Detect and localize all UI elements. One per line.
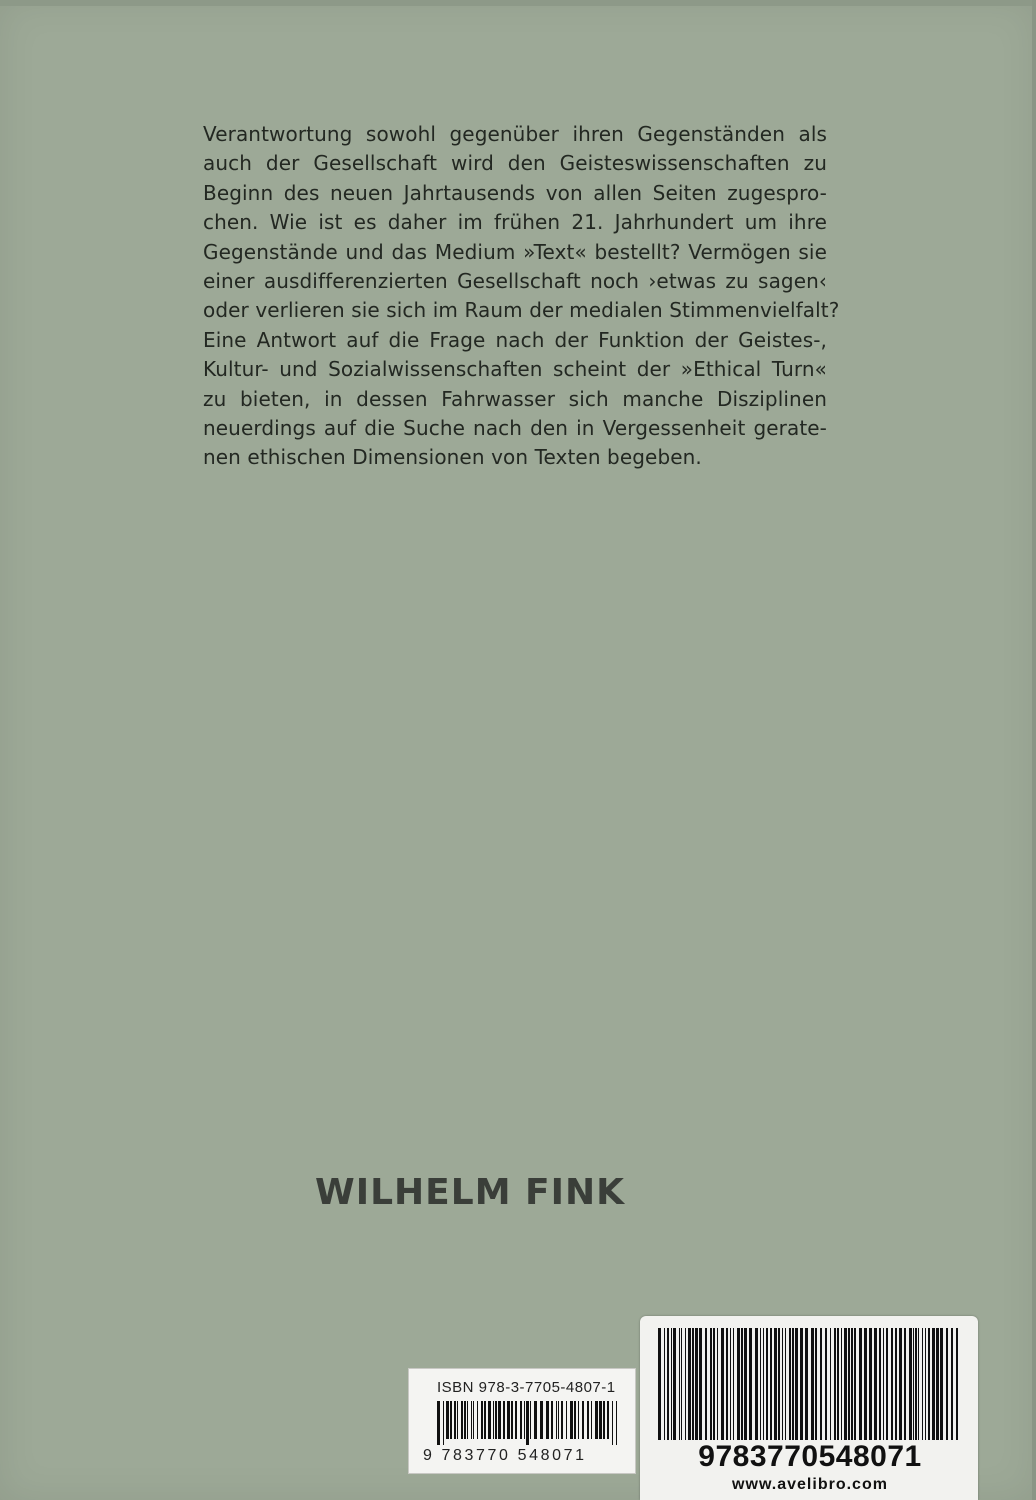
barcode-bar [464,1401,466,1439]
barcode-bar [692,1328,694,1440]
barcode-bar [815,1328,817,1440]
barcode-bar [570,1401,573,1439]
barcode-bar [591,1401,592,1439]
barcode-bar [859,1328,862,1440]
barcode-bar [883,1328,884,1440]
barcode-bar [899,1328,902,1440]
blurb-line: Beginn des neuen Jahrtausends von allen Seiten zugespro- [203,180,827,205]
barcode-bar [493,1401,494,1439]
barcode-bar [503,1401,505,1439]
barcode-bar [951,1328,953,1440]
price-sticker [640,1316,978,1500]
barcode-digits: 9 783770 548071 [423,1447,587,1464]
blurb-line: Kultur- und Sozialwissenschaften scheint der »Ethical Turn« [203,357,827,382]
barcode-bar [471,1401,472,1439]
barcode-bar [599,1401,602,1439]
barcode-bar [834,1328,836,1440]
barcode-bar [481,1401,483,1439]
barcode-bar [733,1328,734,1440]
barcode-bar [785,1328,786,1440]
barcode-bar [830,1328,831,1440]
barcode-bar [658,1328,661,1440]
barcode-bar [578,1401,579,1439]
barcode-bar [498,1401,501,1439]
barcode-bar [895,1328,897,1440]
barcode-bar [558,1401,559,1439]
barcode-bar [534,1401,537,1439]
blurb-line: einer ausdifferenzierten Gesellschaft noch ›etwas zu sagen‹ [203,268,827,293]
barcode-bar [511,1401,513,1439]
barcode-bar [467,1401,468,1439]
barcode-bar [457,1401,458,1439]
barcode-bar [524,1401,525,1439]
barcode-bar [710,1328,712,1440]
barcode-bar [737,1328,740,1440]
barcode-bar [551,1401,553,1439]
barcode-bar [688,1328,691,1440]
barcode-bar [915,1328,917,1440]
barcode-bar [446,1401,449,1439]
barcode-bar [582,1401,584,1439]
barcode-bar [851,1328,853,1440]
barcode-bar [437,1401,440,1445]
barcode-bar [667,1328,669,1440]
barcode-bar [820,1328,822,1440]
barcode-bar [904,1328,906,1440]
barcode-bar [749,1328,752,1440]
barcode-bar [721,1328,724,1440]
barcode-bar [540,1401,543,1439]
barcode-bar [673,1328,676,1440]
barcode-bar [766,1328,768,1440]
barcode-bar [477,1401,478,1439]
barcode-bar [713,1328,715,1440]
barcode-bar [763,1328,764,1440]
barcode-bar [473,1401,474,1439]
barcode-bar [612,1401,613,1445]
blurb-line: chen. Wie ist es daher im frühen 21. Jahrhundert um ihre [203,210,827,235]
barcode-bar [936,1328,939,1440]
barcode-bar [755,1328,758,1440]
barcode-bar [918,1328,919,1440]
barcode-bar [556,1401,557,1439]
barcode-bar [520,1401,522,1439]
barcode-bar [879,1328,881,1440]
barcode-bar [770,1328,772,1440]
barcode-bar [837,1328,839,1440]
barcode-bar [844,1328,847,1440]
sticker-code: 9783770548071 [698,1440,922,1473]
barcode-bar [909,1328,912,1440]
barcode-bar [495,1401,497,1439]
barcode-bar [664,1328,665,1440]
cover-top-edge [0,0,1036,6]
barcode-bar [526,1401,529,1445]
barcode-bar [744,1328,747,1440]
sticker-barcode [658,1328,958,1440]
barcode-bar [616,1401,617,1445]
barcode-bar [869,1328,872,1440]
barcode-bar [695,1328,698,1440]
isbn-barcode [437,1401,617,1445]
blurb-line: oder verlieren sie sich im Raum der medialen Stimmenvielfalt? [203,298,840,323]
barcode-bar [932,1328,935,1440]
barcode-bar [848,1328,850,1440]
barcode-bar [484,1401,486,1439]
barcode-bar [825,1328,827,1440]
blurb-line: nen ethischen Dimensionen von Texten begeben. [203,445,702,470]
barcode-bar [760,1328,761,1440]
barcode-bar [671,1328,672,1440]
blurb-text [203,120,840,473]
barcode-bar [454,1401,456,1439]
barcode-bar [679,1328,680,1440]
barcode-bar [603,1401,605,1439]
barcode-bar [922,1328,923,1440]
barcode-bar [681,1328,682,1440]
blurb-line: Eine Antwort auf die Frage nach der Funktion der Geistes-, [203,327,827,352]
barcode-bar [805,1328,808,1440]
barcode-bar [685,1328,686,1440]
barcode-bar [530,1401,531,1439]
barcode-bar [886,1328,888,1440]
barcode-bar [795,1328,798,1440]
barcode-bar [800,1328,803,1440]
barcode-bar [782,1328,783,1440]
barcode-bar [891,1328,893,1440]
isbn-barcode-box [408,1368,636,1474]
blurb-line: Verantwortung sowohl gegenüber ihren Gegenständen als [203,122,827,146]
barcode-bar [956,1328,958,1440]
barcode-bar [946,1328,948,1440]
barcode-bar [574,1401,576,1439]
barcode-bar [561,1401,563,1439]
barcode-bar [607,1401,609,1439]
barcode-bar [587,1401,589,1439]
blurb-line: auch der Gesellschaft wird den Geisteswissenschaften zu [203,151,827,176]
barcode-bar [546,1401,549,1439]
barcode-bar [705,1328,707,1440]
barcode-bar [864,1328,867,1440]
cover-right-edge [1032,0,1036,1500]
blurb-line: zu bieten, in dessen Fahrwasser sich manche Disziplinen [203,386,827,411]
sticker-url: www.avelibro.com [732,1476,888,1493]
barcode-bar [595,1401,598,1439]
barcode-bar [515,1401,517,1439]
barcode-bar [726,1328,728,1440]
barcode-bar [566,1401,567,1439]
blurb-line: neuerdings auf die Suche nach den in Vergessenheit gerate- [203,415,827,440]
barcode-bar [699,1328,702,1440]
barcode-bar [461,1401,463,1439]
barcode-bar [811,1328,814,1440]
barcode-bar [507,1401,510,1439]
barcode-bar [928,1328,930,1440]
blurb-line: Gegenstände und das Medium »Text« bestellt? Vermögen sie [203,239,827,264]
barcode-bar [789,1328,791,1440]
isbn-label: ISBN 978-3-7705-4807-1 [437,1379,616,1396]
barcode-bar [488,1401,491,1439]
barcode-bar [778,1328,780,1440]
barcode-bar [792,1328,794,1440]
barcode-bar [841,1328,842,1440]
publisher-name: WILHELM FINK [315,1172,626,1213]
barcode-bar [940,1328,943,1440]
barcode-bar [874,1328,877,1440]
barcode-bar [443,1401,444,1445]
barcode-bar [774,1328,777,1440]
barcode-bar [913,1328,914,1440]
barcode-bar [925,1328,926,1440]
barcode-bar [854,1328,856,1440]
barcode-bar [730,1328,731,1440]
barcode-bar [450,1401,452,1439]
barcode-bar [717,1328,718,1440]
barcode-bar [741,1328,743,1440]
